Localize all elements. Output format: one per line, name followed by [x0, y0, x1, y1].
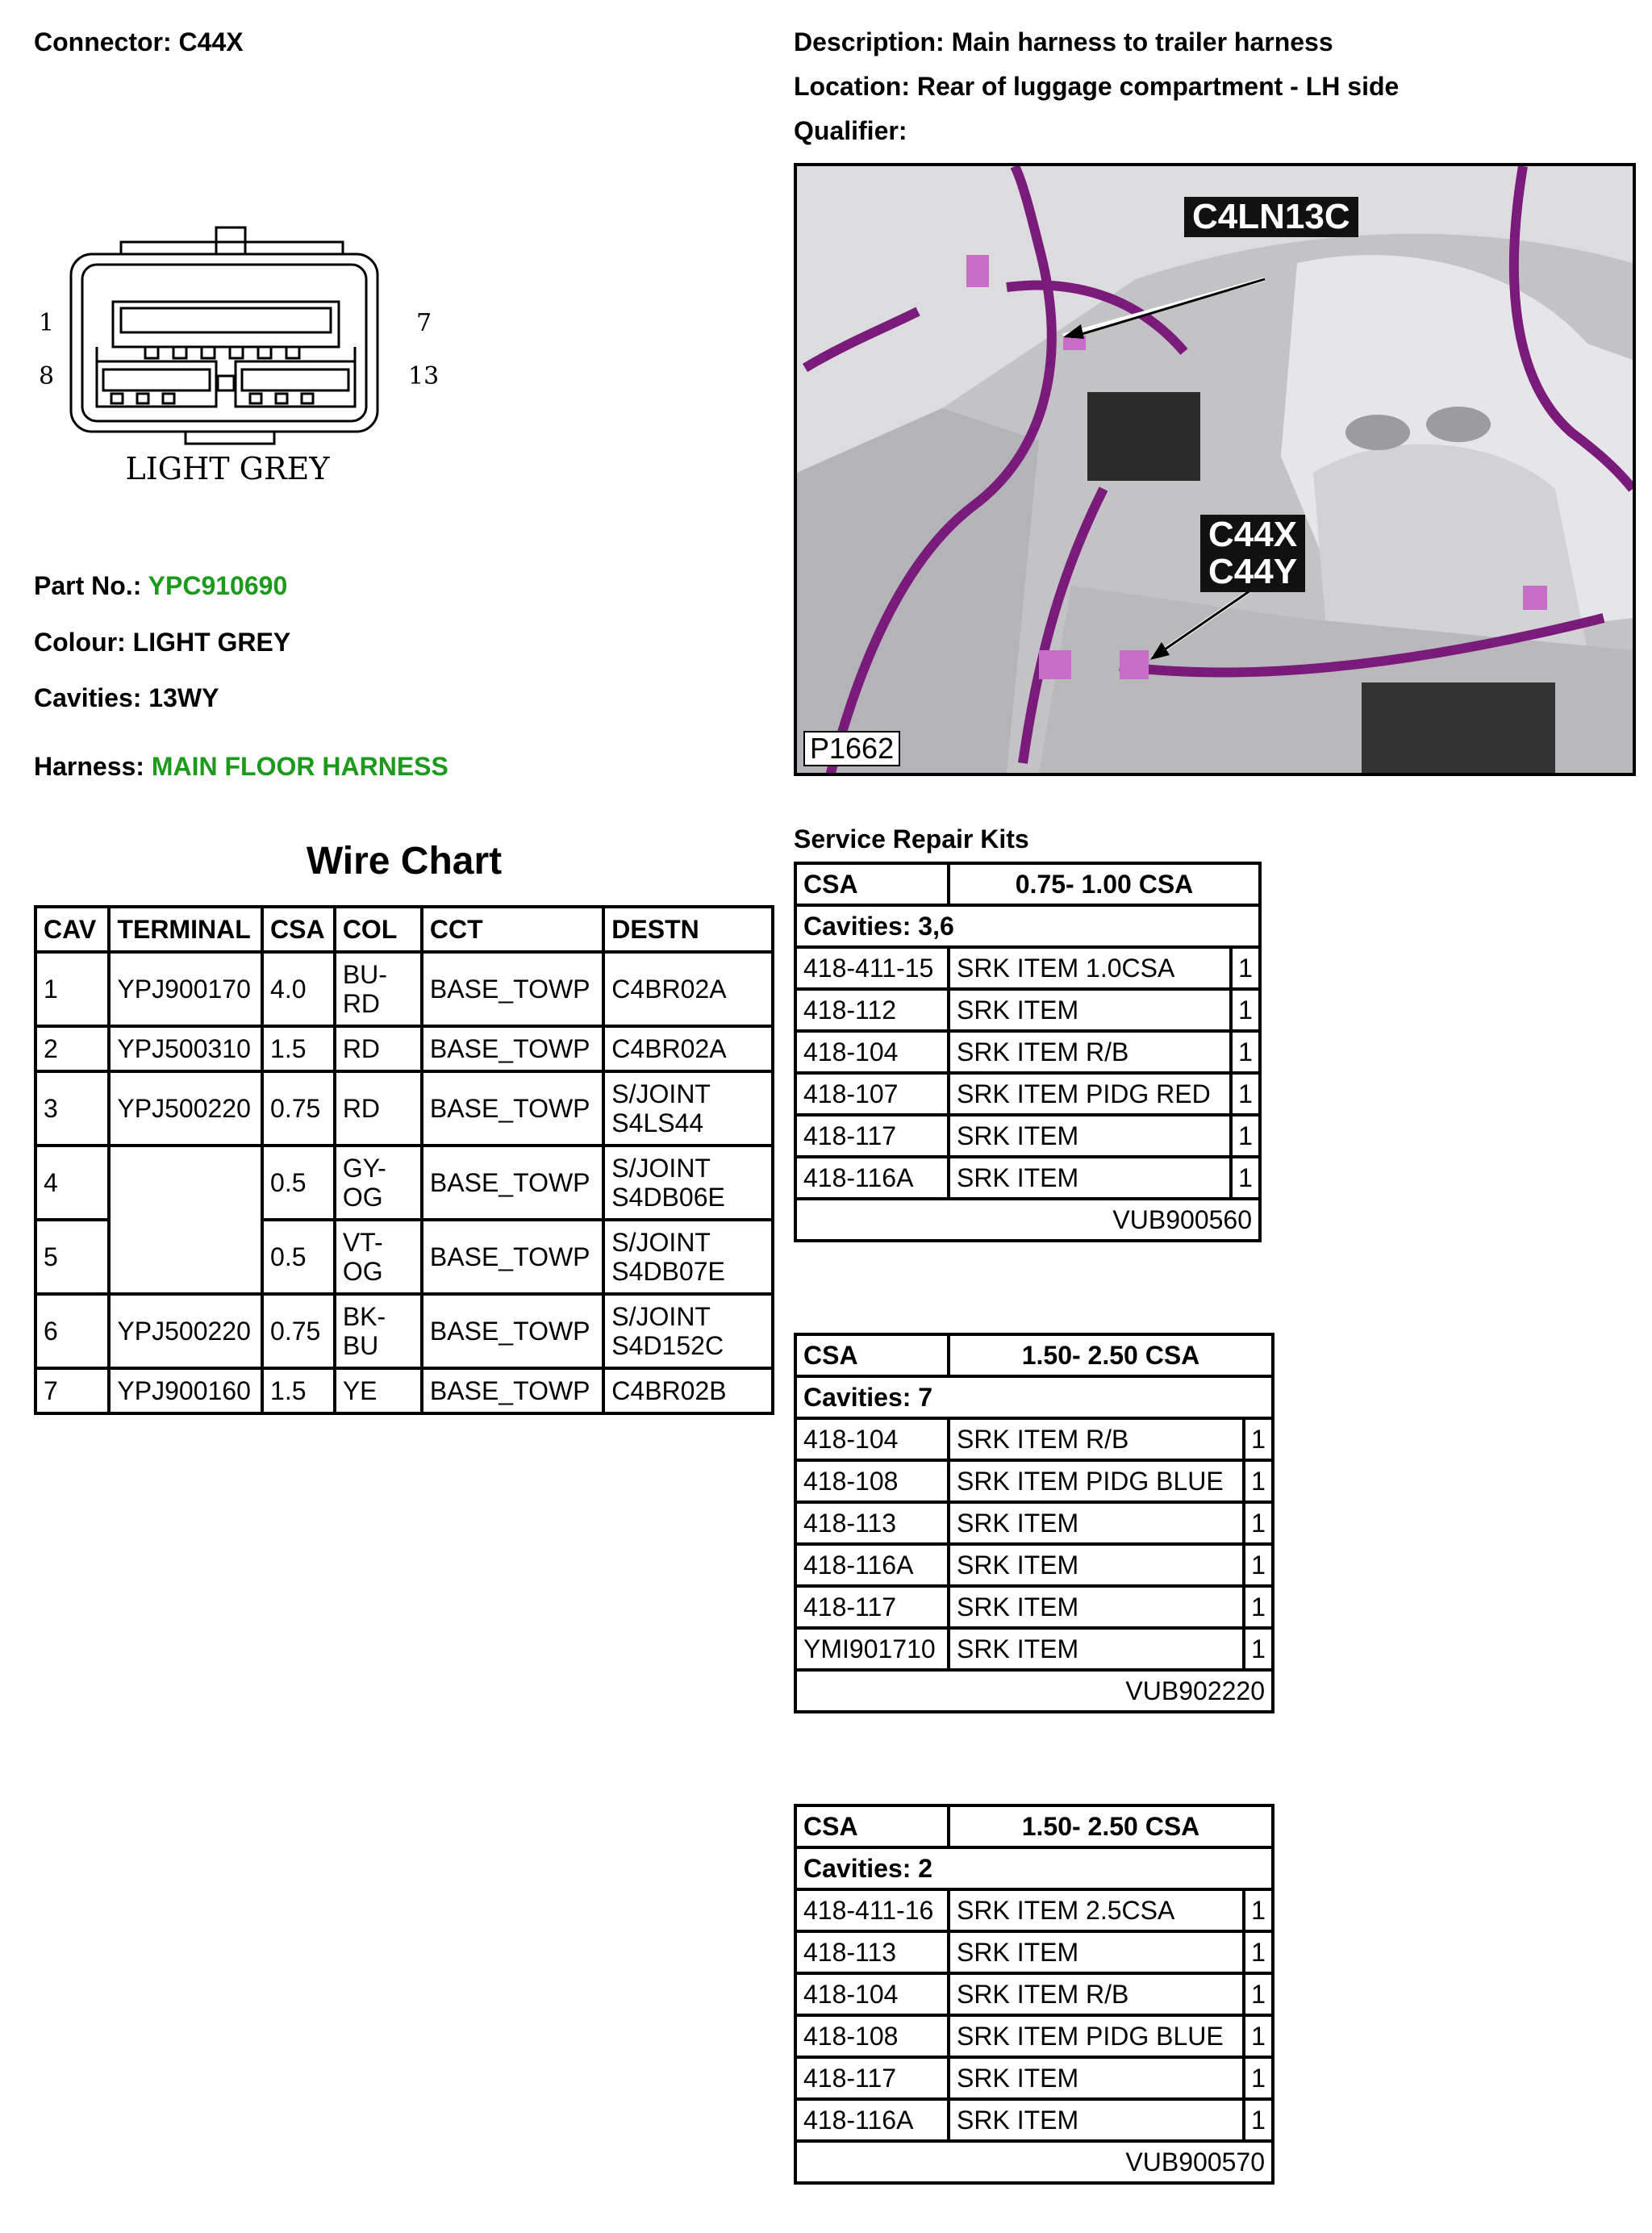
cell-col: RD	[335, 1071, 422, 1146]
cell-destn: C4BR02A	[603, 952, 773, 1026]
cavities-value: 13WY	[148, 683, 219, 712]
cavities-line	[34, 683, 219, 713]
cell-cct: BASE_TOWP	[422, 1146, 603, 1220]
srk-csa-label: CSA	[795, 1334, 949, 1376]
srk-qty: 1	[1231, 1115, 1260, 1157]
srk-desc: SRK ITEM 2.5CSA	[949, 1889, 1244, 1931]
srk-kit-row	[795, 1199, 1260, 1241]
cell-csa: 0.5	[262, 1146, 335, 1220]
srk-table-1	[794, 862, 1262, 1242]
colour-label: Colour:	[34, 628, 126, 657]
srk-desc: SRK ITEM	[949, 1115, 1231, 1157]
cell-cav: 2	[35, 1026, 109, 1071]
cell-cct: BASE_TOWP	[422, 952, 603, 1026]
header-destn: DESTN	[603, 907, 773, 952]
pin-1-label: 1	[39, 309, 55, 337]
connector-line	[34, 27, 244, 57]
srk-qty: 1	[1244, 2099, 1273, 2141]
cell-col: BU-RD	[335, 952, 422, 1026]
table-row	[35, 1294, 773, 1368]
callout-c4ln13c: C4LN13C	[1184, 197, 1358, 237]
srk-table-2	[794, 1333, 1274, 1713]
srk-part: 418-117	[795, 1586, 949, 1628]
srk-part: 418-112	[795, 989, 949, 1031]
cell-csa: 0.75	[262, 1294, 335, 1368]
harness-label: Harness:	[34, 752, 144, 781]
srk-csa-label: CSA	[795, 1805, 949, 1847]
cell-csa: 1.5	[262, 1368, 335, 1413]
srk-desc: SRK ITEM 1.0CSA	[949, 947, 1231, 989]
srk-kit-number: VUB900570	[795, 2141, 1273, 2183]
srk-csa-label: CSA	[795, 863, 949, 905]
part-no-line	[34, 571, 287, 601]
srk-qty: 1	[1244, 1460, 1273, 1502]
srk-part: 418-117	[795, 1115, 949, 1157]
srk-desc: SRK ITEM	[949, 1157, 1231, 1199]
srk-csa-range: 1.50- 2.50 CSA	[949, 1334, 1273, 1376]
header-csa: CSA	[262, 907, 335, 952]
callout-c44y: C44Y	[1208, 552, 1298, 591]
service-repair-title: Service Repair Kits	[794, 824, 1029, 854]
header-cav: CAV	[35, 907, 109, 952]
srk-desc: SRK ITEM R/B	[949, 1031, 1231, 1073]
cell-cav: 6	[35, 1294, 109, 1368]
cell-terminal: YPJ900170	[109, 952, 262, 1026]
srk-header-row	[795, 1805, 1273, 1847]
location-label: Location:	[794, 72, 910, 101]
header-cct: CCT	[422, 907, 603, 952]
srk-qty: 1	[1244, 1418, 1273, 1460]
srk-qty: 1	[1244, 2015, 1273, 2057]
srk-qty: 1	[1244, 1586, 1273, 1628]
srk-cavities-row	[795, 905, 1260, 947]
table-row	[795, 989, 1260, 1031]
cell-terminal	[109, 1146, 262, 1294]
table-row	[35, 1368, 773, 1413]
srk-csa-range: 1.50- 2.50 CSA	[949, 1805, 1273, 1847]
location-value: Rear of luggage compartment - LH side	[916, 72, 1400, 101]
srk-desc: SRK ITEM	[949, 2057, 1244, 2099]
table-row	[795, 2015, 1273, 2057]
harness-line	[34, 752, 448, 782]
cell-col: VT-OG	[335, 1220, 422, 1294]
cell-destn: C4BR02A	[603, 1026, 773, 1071]
cell-col: RD	[335, 1026, 422, 1071]
srk-part: 418-108	[795, 1460, 949, 1502]
srk-part: 418-104	[795, 1031, 949, 1073]
harness-value: MAIN FLOOR HARNESS	[151, 752, 448, 781]
header-terminal: TERMINAL	[109, 907, 262, 952]
cell-terminal: YPJ500310	[109, 1026, 262, 1071]
cell-destn: S/JOINT S4DB06E	[603, 1146, 773, 1220]
srk-part: 418-113	[795, 1502, 949, 1544]
srk-desc: SRK ITEM	[949, 989, 1231, 1031]
srk-qty: 1	[1244, 2057, 1273, 2099]
callout-c44x: C44X	[1208, 515, 1298, 554]
table-row	[795, 1157, 1260, 1199]
srk-cavities: Cavities: 2	[795, 1847, 1273, 1889]
srk-header-row	[795, 863, 1260, 905]
cell-cct: BASE_TOWP	[422, 1294, 603, 1368]
description-label: Description:	[794, 27, 945, 56]
srk-part: 418-411-15	[795, 947, 949, 989]
srk-part: 418-107	[795, 1073, 949, 1115]
cell-cav: 4	[35, 1146, 109, 1220]
table-row	[795, 1628, 1273, 1670]
cell-destn: S/JOINT S4D152C	[603, 1294, 773, 1368]
cell-col: GY-OG	[335, 1146, 422, 1220]
pin-7-label: 7	[416, 309, 432, 337]
cell-cct: BASE_TOWP	[422, 1071, 603, 1146]
colour-value: LIGHT GREY	[132, 628, 291, 657]
srk-part: 418-411-16	[795, 1889, 949, 1931]
cell-csa: 0.5	[262, 1220, 335, 1294]
srk-desc: SRK ITEM	[949, 1544, 1244, 1586]
srk-part: 418-117	[795, 2057, 949, 2099]
location-photo	[794, 163, 1636, 776]
qualifier-label: Qualifier:	[794, 116, 907, 145]
srk-part: 418-113	[795, 1931, 949, 1973]
srk-cavities-row	[795, 1847, 1273, 1889]
colour-line	[34, 628, 290, 657]
srk-kit-number: VUB902220	[795, 1670, 1273, 1712]
srk-qty: 1	[1231, 1073, 1260, 1115]
cell-cav: 5	[35, 1220, 109, 1294]
srk-cavities: Cavities: 3,6	[795, 905, 1260, 947]
srk-part: 418-104	[795, 1418, 949, 1460]
cell-cct: BASE_TOWP	[422, 1368, 603, 1413]
srk-desc: SRK ITEM R/B	[949, 1973, 1244, 2015]
srk-part: 418-108	[795, 2015, 949, 2057]
connector-face-diagram	[24, 218, 460, 492]
cell-terminal: YPJ900160	[109, 1368, 262, 1413]
pin-8-label: 8	[39, 362, 55, 390]
table-row	[795, 1502, 1273, 1544]
table-row	[35, 1071, 773, 1146]
diagram-colour-text: LIGHT GREY	[125, 451, 330, 486]
srk-desc: SRK ITEM	[949, 1628, 1244, 1670]
srk-desc: SRK ITEM PIDG BLUE	[949, 1460, 1244, 1502]
table-row	[795, 1544, 1273, 1586]
table-row	[795, 1115, 1260, 1157]
srk-qty: 1	[1244, 1889, 1273, 1931]
srk-part: YMI901710	[795, 1628, 949, 1670]
vehicle-interior-illustration	[797, 166, 1633, 773]
srk-kit-row	[795, 2141, 1273, 2183]
srk-qty: 1	[1231, 989, 1260, 1031]
srk-qty: 1	[1244, 1544, 1273, 1586]
wire-chart-header-row	[35, 907, 773, 952]
header-col: COL	[335, 907, 422, 952]
cell-cav: 1	[35, 952, 109, 1026]
table-row	[35, 1146, 773, 1220]
srk-qty: 1	[1244, 1973, 1273, 2015]
srk-desc: SRK ITEM PIDG BLUE	[949, 2015, 1244, 2057]
wire-chart-table	[34, 905, 774, 1415]
table-row	[795, 1031, 1260, 1073]
table-row	[35, 952, 773, 1026]
srk-desc: SRK ITEM	[949, 1502, 1244, 1544]
cell-cct: BASE_TOWP	[422, 1026, 603, 1071]
cell-destn: S/JOINT S4LS44	[603, 1071, 773, 1146]
srk-part: 418-116A	[795, 1544, 949, 1586]
cell-cct: BASE_TOWP	[422, 1220, 603, 1294]
cell-csa: 1.5	[262, 1026, 335, 1071]
table-row	[795, 1586, 1273, 1628]
srk-desc: SRK ITEM	[949, 2099, 1244, 2141]
srk-header-row	[795, 1334, 1273, 1376]
srk-desc: SRK ITEM PIDG RED	[949, 1073, 1231, 1115]
cell-destn: C4BR02B	[603, 1368, 773, 1413]
table-row	[795, 947, 1260, 989]
table-row	[795, 1418, 1273, 1460]
cell-cav: 3	[35, 1071, 109, 1146]
description-line	[794, 27, 1333, 57]
srk-qty: 1	[1231, 947, 1260, 989]
cell-terminal: YPJ500220	[109, 1294, 262, 1368]
part-no-label: Part No.:	[34, 571, 142, 600]
table-row	[795, 1460, 1273, 1502]
srk-csa-range: 0.75- 1.00 CSA	[949, 863, 1260, 905]
connector-value: C44X	[178, 27, 244, 56]
cell-col: YE	[335, 1368, 422, 1413]
table-row	[795, 1073, 1260, 1115]
table-row	[795, 1931, 1273, 1973]
table-row	[795, 2057, 1273, 2099]
cavities-label: Cavities:	[34, 683, 142, 712]
table-row	[35, 1026, 773, 1071]
srk-desc: SRK ITEM	[949, 1586, 1244, 1628]
table-row	[795, 1889, 1273, 1931]
srk-qty: 1	[1231, 1031, 1260, 1073]
srk-desc: SRK ITEM R/B	[949, 1418, 1244, 1460]
cell-cav: 7	[35, 1368, 109, 1413]
srk-kit-number: VUB900560	[795, 1199, 1260, 1241]
callout-c44x-c44y	[1200, 515, 1305, 592]
photo-reference: P1662	[803, 731, 900, 766]
cell-col: BK-BU	[335, 1294, 422, 1368]
srk-part: 418-104	[795, 1973, 949, 2015]
srk-qty: 1	[1244, 1931, 1273, 1973]
srk-qty: 1	[1244, 1502, 1273, 1544]
connector-label: Connector:	[34, 27, 172, 56]
cell-csa: 0.75	[262, 1071, 335, 1146]
pin-13-label: 13	[408, 362, 440, 390]
srk-part: 418-116A	[795, 2099, 949, 2141]
cell-terminal: YPJ500220	[109, 1071, 262, 1146]
srk-part: 418-116A	[795, 1157, 949, 1199]
qualifier-line	[794, 116, 907, 146]
srk-cavities: Cavities: 7	[795, 1376, 1273, 1418]
srk-kit-row	[795, 1670, 1273, 1712]
srk-table-3	[794, 1804, 1274, 2185]
description-value: Main harness to trailer harness	[951, 27, 1333, 56]
srk-cavities-row	[795, 1376, 1273, 1418]
srk-qty: 1	[1231, 1157, 1260, 1199]
location-line	[794, 72, 1399, 102]
srk-desc: SRK ITEM	[949, 1931, 1244, 1973]
srk-qty: 1	[1244, 1628, 1273, 1670]
cell-destn: S/JOINT S4DB07E	[603, 1220, 773, 1294]
cell-csa: 4.0	[262, 952, 335, 1026]
part-no-value: YPC910690	[148, 571, 288, 600]
table-row	[795, 2099, 1273, 2141]
table-row	[795, 1973, 1273, 2015]
wire-chart-title: Wire Chart	[306, 840, 503, 883]
